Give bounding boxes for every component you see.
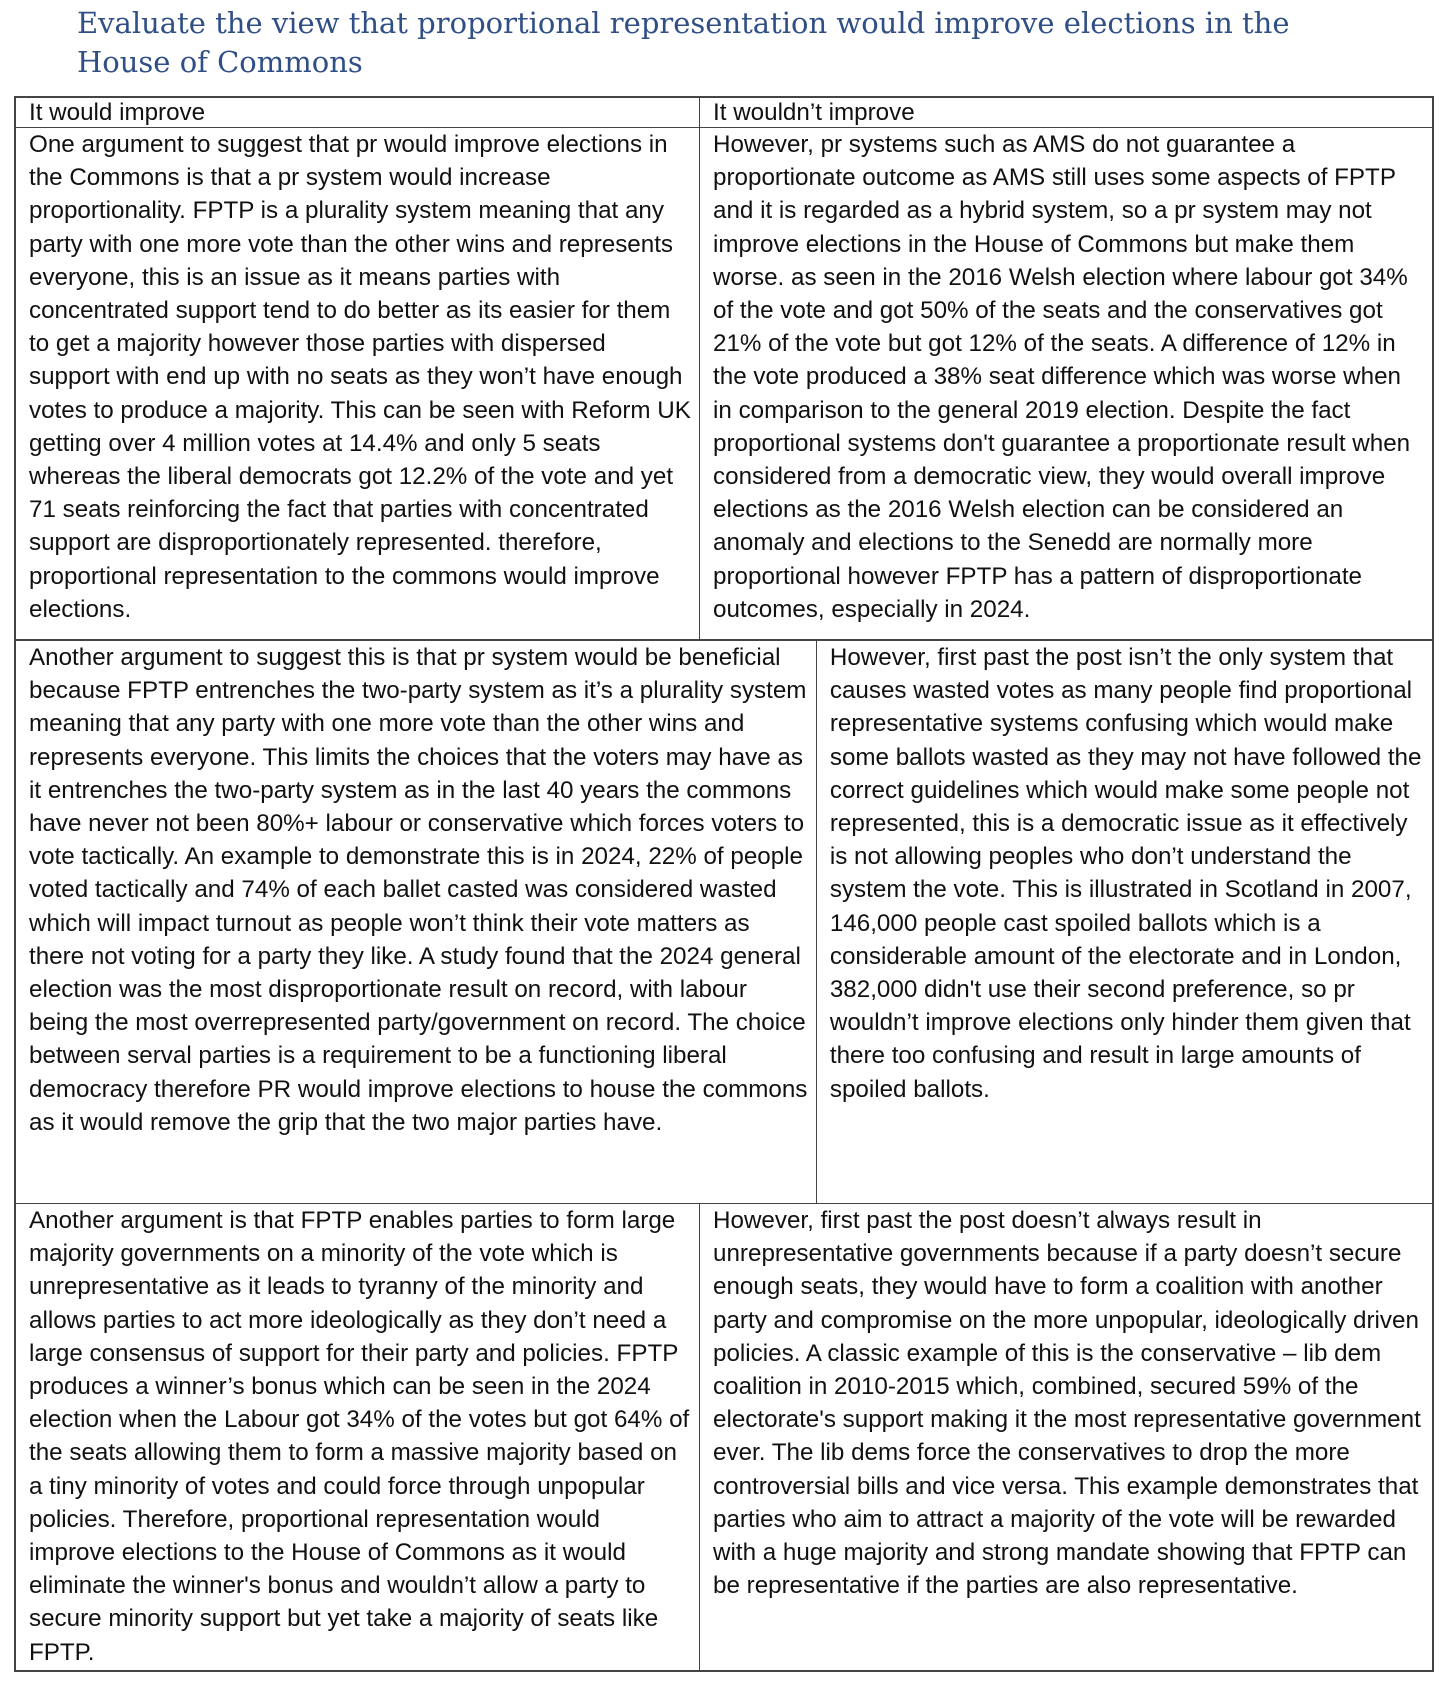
header-it-wouldnt-improve: It wouldn’t improve [713,99,915,126]
table-row [16,1204,1432,1672]
header-it-would-improve: It would improve [16,98,700,127]
counter-argument-wasted-votes: However, first past the post isn’t the only system that causes wasted votes as many people find proportional representative systems confusing which would make some ballots wasted as they may not have followed the correct guidelines which would make some people not represented, this is a democratic issue as it effectively is not allowing peoples who don’t understand the system the vote. This is illustrated in Scotland in 2007, 146,000 people cast spoiled ballots which is a considerable amount of the electorate and in London, 382,000 didn't use their second preference, so pr wouldn’t improve elections only hinder them given that there too confusing and result in large amounts of spoiled ballots. [829,644,1422,1103]
document-title: Evaluate the view that proportional representation would improve elections in the House of Commons [77,6,1290,79]
argument-winners-bonus: Another argument is that FPTP enables parties to form large majority governments on a minority of the vote which is unrepresentative as it leads to tyranny of the minority and allows parties to act more ideologically as they don’t need a large consensus of support for their party and policies. FPTP produces a winner’s bonus which can be seen in the 2024 election when the Labour got 34% of the votes but got 64% of the seats allowing them to form a massive majority based on a tiny minority of votes and could force through unpopular policies. Therefore, proportional representation would improve elections to the House of Commons as it would eliminate the winner's bonus and wouldn’t allow a party to secure minority support but yet take a majority of seats like FPTP. [16,1204,700,1672]
table-row [16,641,1432,1204]
counter-argument-coalition: However, first past the post doesn’t always result in unrepresentative governments because if a party doesn’t secure enough seats, they would have to form a coalition with another party and compromise on the more unpopular, ideologically driven policies. A classic example of this is the conservative – lib dem coalition in 2010-2015 which, combined, secured 59% of the electorate's support making it the most representative government ever. The lib dems force the conservatives to drop the more controversial bills and vice versa. This example demonstrates that parties who aim to attract a majority of the vote will be rewarded with a huge majority and strong mandate showing that FPTP can be representative if the parties are also representative. [713,1207,1421,1600]
counter-argument-ams: However, pr systems such as AMS do not guarantee a proportionate outcome as AMS still uses some aspects of FPTP and it is regarded as a hybrid system, so a pr system may not improve elections in the House of Commons but make them worse. as seen in the 2016 Welsh election where labour got 34% of the vote and got 50% of the seats and the conservatives got 21% of the vote but got 12% of the seats. A difference of 12% in the vote produced a 38% seat difference which was worse when in comparison to the general 2019 election. Despite the fact proportional systems don't guarantee a proportionate result when considered from a democratic view, they would overall improve elections as the 2016 Welsh election can be considered an anomaly and elections to the Senedd are normally more proportional however FPTP has a pattern of disproportionate outcomes, especially in 2024. [713,131,1411,623]
argument-for-proportionality: One argument to suggest that pr would improve elections in the Commons is that a pr system would increase proportionality. FPTP is a plurality system meaning that any party with one more vote than the other wins and represents everyone, this is an issue as it means parties with concentrated support tend to do better as its easier for them to get a majority however those parties with dispersed support with end up with no seats as they won’t have enough votes to produce a majority. This can be seen with Reform UK getting over 4 million votes at 14.4% and only 5 seats whereas the liberal democrats got 12.2% of the vote and yet 71 seats reinforcing the fact that parties with concentrated support are disproportionately represented. therefore, proportional representation to the commons would improve elections. [16,128,700,639]
argument-two-party-system: Another argument to suggest this is that pr system would be beneficial because FPTP entrenches the two-party system as it’s a plurality system meaning that any party with one more vote than the other wins and represents everyone. This limits the choices that the voters may have as it entrenches the two-party system as in the last 40 years the commons have never not been 80%+ labour or conservative which forces voters to vote tactically. An example to demonstrate this is in 2024, 22% of people voted tactically and 74% of each ballet casted was considered wasted which will impact turnout as people won’t think their vote matters as there not voting for a party they like. A study found that the 2024 general election was the most disproportionate result on record, with labour being the most overrepresented party/government on record. The choice between serval parties is a requirement to be a functioning liberal democracy therefore PR would improve elections to house the commons as it would remove the grip that the two major parties have. [16,641,817,1203]
table-row [16,128,1432,641]
table-header-row [16,98,1432,128]
argument-table [14,96,1434,1672]
